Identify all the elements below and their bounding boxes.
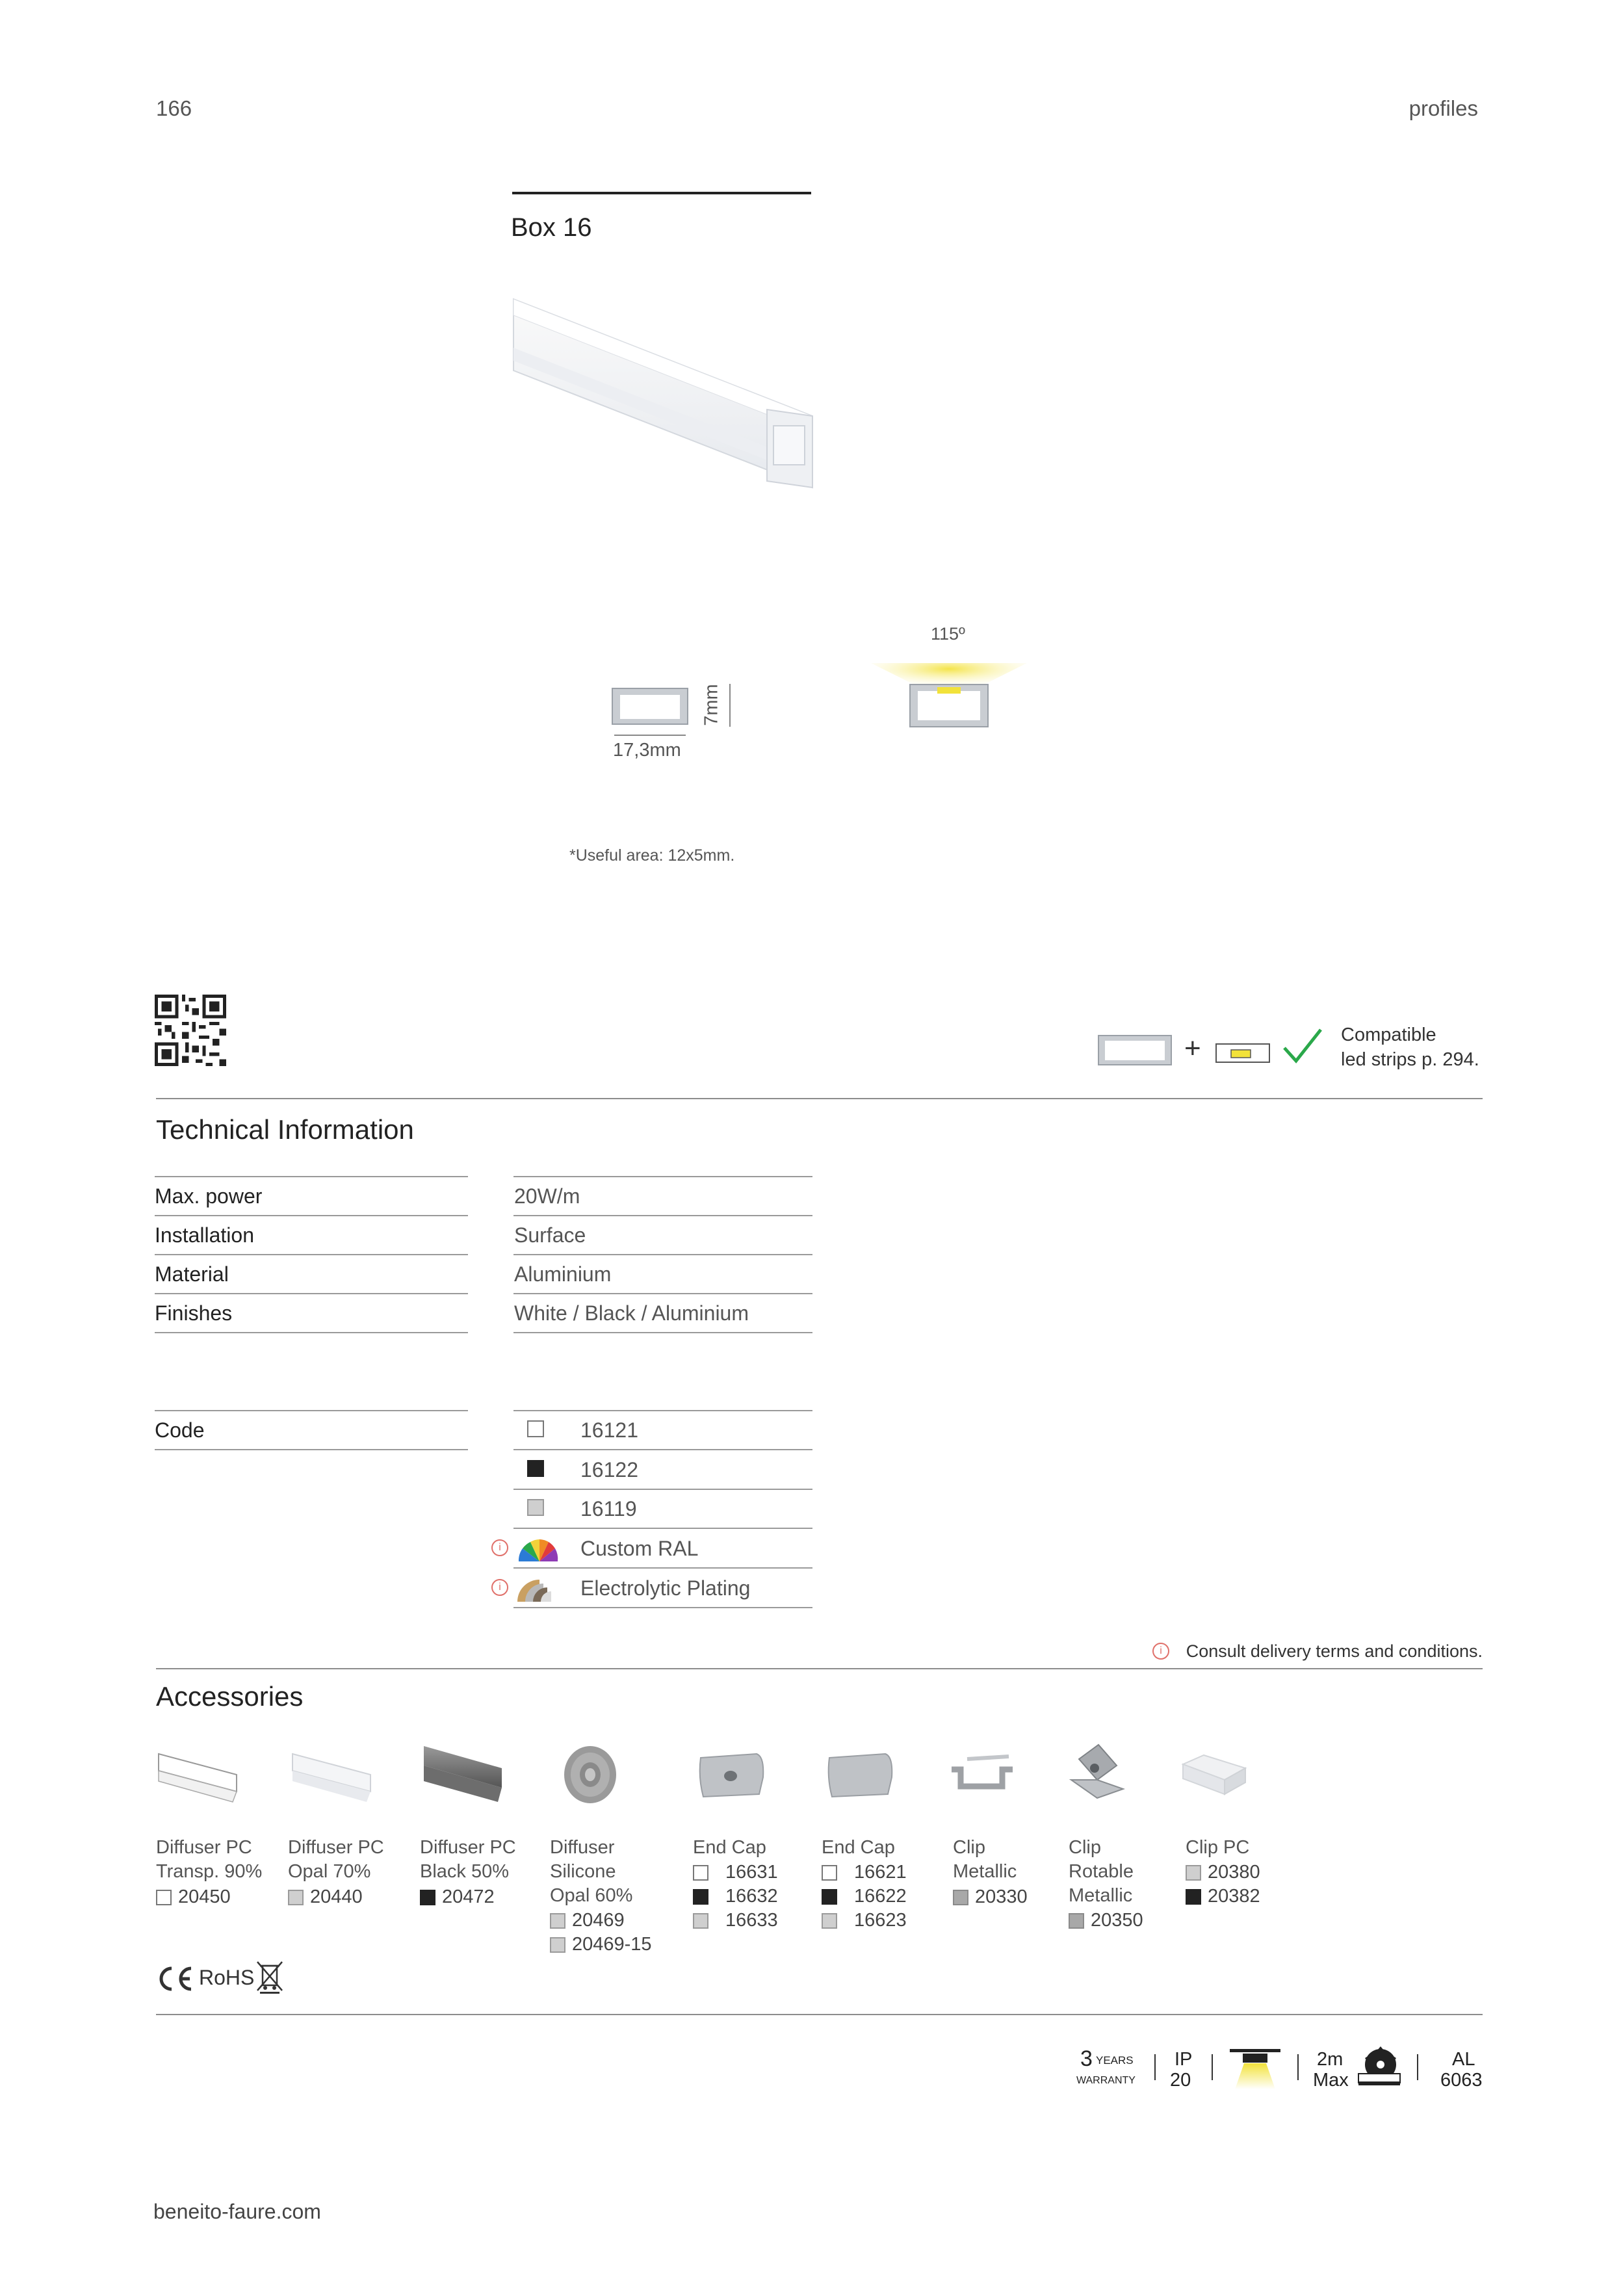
code-value: 16122 bbox=[580, 1458, 638, 1481]
product-image bbox=[507, 286, 819, 501]
ce-mark-icon bbox=[155, 1964, 195, 1993]
code-rule bbox=[155, 1410, 468, 1411]
end-cap-closed-image bbox=[825, 1751, 897, 1801]
profile-small-icon bbox=[1097, 1034, 1174, 1067]
product-title: Box 16 bbox=[511, 213, 592, 242]
length-value: 2m bbox=[1317, 2049, 1344, 2070]
code-swatch-white bbox=[527, 1420, 544, 1437]
diffuser-transparent-image bbox=[156, 1749, 240, 1807]
beam-angle: 115º bbox=[931, 624, 965, 644]
spec-separator bbox=[1212, 2054, 1213, 2080]
diffuser-opal-image bbox=[290, 1749, 374, 1807]
code-swatch-grey bbox=[527, 1499, 544, 1516]
height-dimension: 7mm bbox=[701, 684, 722, 726]
tech-row-label: Material bbox=[155, 1262, 229, 1286]
warranty-label: WARRANTY bbox=[1076, 2075, 1136, 2086]
accessory-code: 20440 bbox=[288, 1885, 363, 1909]
end-cap-hole-image bbox=[697, 1751, 768, 1801]
title-rule bbox=[512, 192, 811, 194]
tech-rule bbox=[513, 1293, 812, 1294]
silicone-diffuser-roll-image bbox=[556, 1742, 621, 1807]
spec-separator bbox=[1417, 2054, 1418, 2080]
tech-row-value: 20W/m bbox=[514, 1184, 580, 1208]
accessory-name: Clip Metallic bbox=[953, 1837, 1017, 1882]
accessory-code: 20450 bbox=[156, 1885, 231, 1909]
plating-icon bbox=[513, 1573, 559, 1603]
info-icon[interactable]: i bbox=[491, 1579, 508, 1596]
tech-row-label: Installation bbox=[155, 1223, 254, 1247]
checkmark-icon bbox=[1282, 1026, 1323, 1067]
color-fan-icon bbox=[513, 1534, 559, 1563]
saw-cut-icon bbox=[1356, 2045, 1401, 2087]
code-rule bbox=[513, 1528, 812, 1529]
diffuser-black-image bbox=[421, 1743, 506, 1808]
code-value: Custom RAL bbox=[580, 1537, 699, 1560]
ip-rating: 20 bbox=[1170, 2070, 1191, 2091]
tech-rule bbox=[513, 1215, 812, 1216]
code-value: 16119 bbox=[580, 1497, 637, 1520]
tech-rule bbox=[513, 1332, 812, 1333]
tech-rule bbox=[513, 1176, 812, 1177]
tech-rule bbox=[513, 1254, 812, 1255]
rohs-label: RoHS bbox=[199, 1966, 255, 1989]
code-rule bbox=[513, 1607, 812, 1608]
delivery-terms-note: Consult delivery terms and conditions. bbox=[1186, 1641, 1483, 1661]
tech-rule bbox=[155, 1215, 468, 1216]
compatible-led-strips-link[interactable]: led strips p. 294. bbox=[1341, 1049, 1479, 1070]
tech-rule bbox=[155, 1176, 468, 1177]
alloy-grade: 6063 bbox=[1440, 2070, 1483, 2091]
info-icon[interactable]: i bbox=[1152, 1643, 1169, 1660]
ip-label: IP bbox=[1175, 2049, 1193, 2070]
accessory-name: Clip PC bbox=[1186, 1837, 1250, 1858]
beam-angle-icon bbox=[871, 653, 1027, 731]
alloy-label: AL bbox=[1452, 2049, 1475, 2070]
tech-row-label: Finishes bbox=[155, 1301, 233, 1325]
code-value: 16121 bbox=[580, 1418, 638, 1442]
length-max: Max bbox=[1313, 2070, 1349, 2091]
tech-row-value: Surface bbox=[514, 1223, 586, 1247]
spec-separator bbox=[1154, 2054, 1156, 2080]
useful-area-note: *Useful area: 12x5mm. bbox=[569, 846, 735, 865]
profile-section-icon bbox=[611, 686, 695, 731]
tech-row-value: Aluminium bbox=[514, 1262, 612, 1286]
accessory-code: 20472 bbox=[420, 1885, 495, 1909]
code-value: Electrolytic Plating bbox=[580, 1576, 751, 1600]
accessory-code: 16631 16632 16633 bbox=[693, 1860, 778, 1933]
accessory-name: Diffuser PC Transp. 90% bbox=[156, 1837, 263, 1882]
divider-specs bbox=[156, 2014, 1483, 2015]
code-label: Code bbox=[155, 1418, 205, 1442]
weee-bin-icon bbox=[256, 1959, 283, 1994]
section-label: profiles bbox=[1409, 96, 1478, 120]
accessory-name: Clip Rotable Metallic bbox=[1069, 1837, 1134, 1906]
spec-separator bbox=[1297, 2054, 1299, 2080]
qr-code bbox=[155, 995, 226, 1066]
code-rule bbox=[513, 1567, 812, 1569]
tech-row-label: Max. power bbox=[155, 1184, 263, 1208]
tech-row-value: White / Black / Aluminium bbox=[514, 1301, 749, 1325]
accessory-code: 20469 20469-15 bbox=[550, 1909, 652, 1957]
code-rule bbox=[513, 1410, 812, 1411]
code-rule bbox=[513, 1489, 812, 1490]
plus-sign: + bbox=[1184, 1032, 1201, 1064]
clip-rotable-metallic-image bbox=[1065, 1740, 1130, 1805]
clip-pc-image bbox=[1179, 1749, 1251, 1801]
divider-accessories bbox=[156, 1668, 1483, 1669]
led-strip-icon bbox=[1215, 1043, 1270, 1063]
width-dim-line bbox=[614, 735, 686, 736]
accessory-name: Diffuser PC Black 50% bbox=[420, 1837, 516, 1882]
accessory-name: Diffuser Silicone Opal 60% bbox=[550, 1837, 633, 1906]
accessory-name: Diffuser PC Opal 70% bbox=[288, 1837, 384, 1882]
warranty-years: YEARS bbox=[1096, 2054, 1134, 2067]
divider-technical bbox=[156, 1098, 1483, 1099]
accessory-name: End Cap bbox=[693, 1837, 766, 1858]
info-icon[interactable]: i bbox=[491, 1539, 508, 1556]
accessories-title: Accessories bbox=[156, 1681, 304, 1712]
accessory-name: End Cap bbox=[822, 1837, 895, 1858]
tech-rule bbox=[155, 1332, 468, 1333]
tech-rule bbox=[155, 1293, 468, 1294]
code-rule bbox=[513, 1449, 812, 1450]
surface-mount-icon bbox=[1228, 2048, 1282, 2091]
code-swatch-black bbox=[527, 1460, 544, 1477]
height-dim-line bbox=[729, 684, 731, 727]
accessory-code: 16621 16622 16623 bbox=[822, 1860, 907, 1933]
tech-rule bbox=[155, 1254, 468, 1255]
page-number: 166 bbox=[156, 96, 192, 120]
width-dimension: 17,3mm bbox=[613, 740, 681, 761]
compatible-label: Compatible bbox=[1341, 1024, 1436, 1045]
warranty-number: 3 bbox=[1080, 2046, 1093, 2071]
code-rule bbox=[155, 1449, 468, 1450]
accessory-code: 20330 bbox=[953, 1885, 1028, 1909]
accessory-code: 20350 bbox=[1069, 1909, 1143, 1933]
accessory-code: 20380 20382 bbox=[1186, 1860, 1260, 1909]
technical-title: Technical Information bbox=[156, 1114, 414, 1145]
website-link[interactable]: beneito-faure.com bbox=[153, 2200, 321, 2223]
clip-metallic-image bbox=[948, 1750, 1019, 1802]
